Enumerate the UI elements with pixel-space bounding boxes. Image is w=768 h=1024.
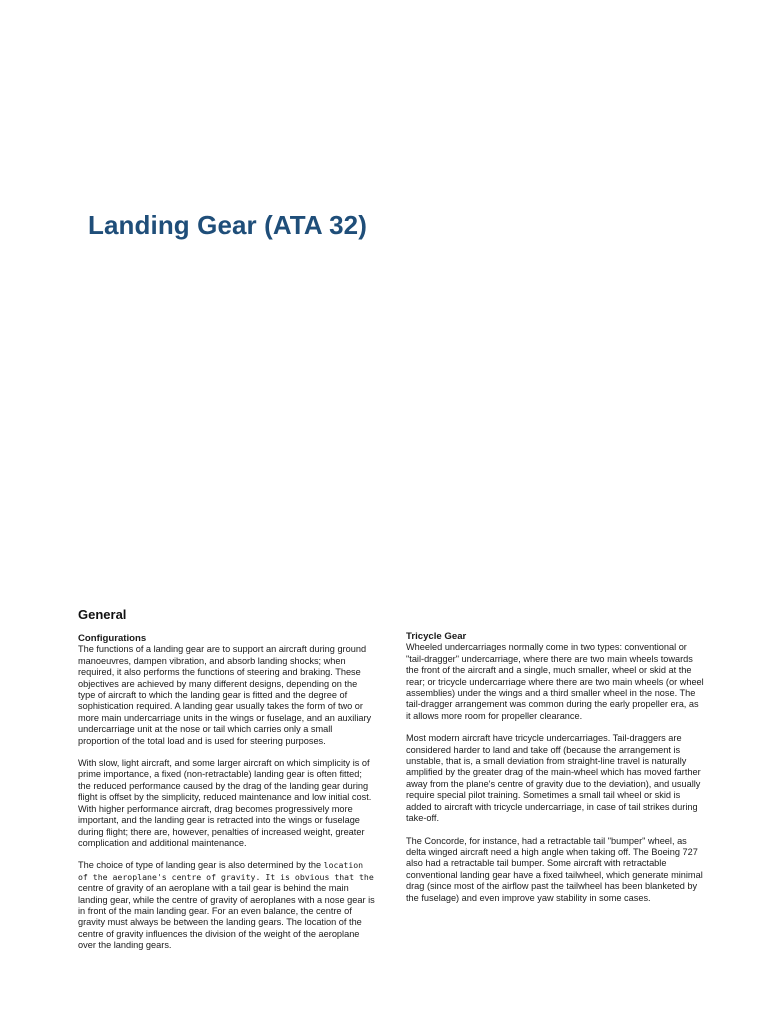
document-title: Landing Gear (ATA 32) — [88, 210, 367, 240]
section-heading-general: General — [78, 607, 127, 622]
cg-text-rest: centre of gravity of an aeroplane with a tail gear is behind the main landing gear, while the centre of gravity of aeroplanes with a nose gear is in front of the main landing gear. For an even balance, the centre of gravity must always be between the landing gears. The location of the centre of gravity influences the division of the weight of the aeroplane over the landing gears. — [78, 883, 375, 951]
left-column — [78, 633, 376, 952]
cg-text-mono: location of the aeroplane's centre of gravity. It is obvious that the — [78, 860, 374, 882]
subheading-configurations: Configurations — [78, 633, 147, 644]
paragraph-fixed-gear: With slow, light aircraft, and some larger aircraft on which simplicity is of prime importance, a fixed (non-retractable) landing gear is often fitted; the reduced performance caused by the drag of the landing gear during flight is offset by the simplicity, reduced maintenance and low initial cost. With higher performance aircraft, drag becomes progressively more important, and the landing gear is retracted into the wings or fuselage during flight; there are, however, penalties of increased weight, greater complication and additional maintenance. — [78, 758, 372, 848]
paragraph-functions: The functions of a landing gear are to support an aircraft during ground manoeuvres, dampen vibration, and absorb landing shocks; when required, it also performs the functions of steering and braking. These objectives are achieved by many different designs, depending on the type of aircraft to which the landing gear is fitted and the degree of sophistication required. A landing gear usually takes the form of two or more main undercarriage units in the wings or fuselage, and an auxiliary undercarriage unit at the nose or tail which carries only a small proportion of the total load and is used for steering purposes. — [78, 644, 372, 746]
right-column — [406, 631, 704, 904]
paragraph-concorde: The Concorde, for instance, had a retractable tail "bumper" wheel, as delta winged aircraft need a high angle when taking off. The Boeing 727 also had a retractable tail bumper. Some aircraft with retractable conventional landing gear have a fixed tailwheel, which generate minimal drag (since most of the airflow past the tailwheel has been blanketed by the fuselage) and even improve yaw stability in some cases. — [406, 835, 703, 903]
cg-text-start: The choice of type of landing gear is also determined by the — [78, 860, 322, 871]
paragraph-tail-draggers: Most modern aircraft have tricycle undercarriages. Tail-draggers are considered harder to land and take off (because the arrangement is unstable, that is, a small deviation from straight-line travel is naturally amplified by the greater drag of the main-wheel which has moved farther away from the plane's centre of gravity due to the deviation), and usually require special pilot training. Sometimes a small tail wheel or skid is added to aircraft with tricycle undercarriage, in case of tail strikes during take-off. — [406, 733, 701, 824]
subheading-tricycle-gear: Tricycle Gear — [406, 631, 467, 642]
paragraph-centre-of-gravity — [78, 860, 376, 951]
paragraph-undercarriage-types: Wheeled undercarriages normally come in two types: conventional or "tail-dragger" undercarriage, where there are two main wheels towards the front of the aircraft and a single, much smaller, wheel or skid at the rear; or tricycle undercarriage where there are two main wheels (or wheel assemblies) under the wings and a third smaller wheel in the nose. The tail-dragger arrangement was common during the early propeller era, as it allows more room for propeller clearance. — [406, 642, 704, 721]
